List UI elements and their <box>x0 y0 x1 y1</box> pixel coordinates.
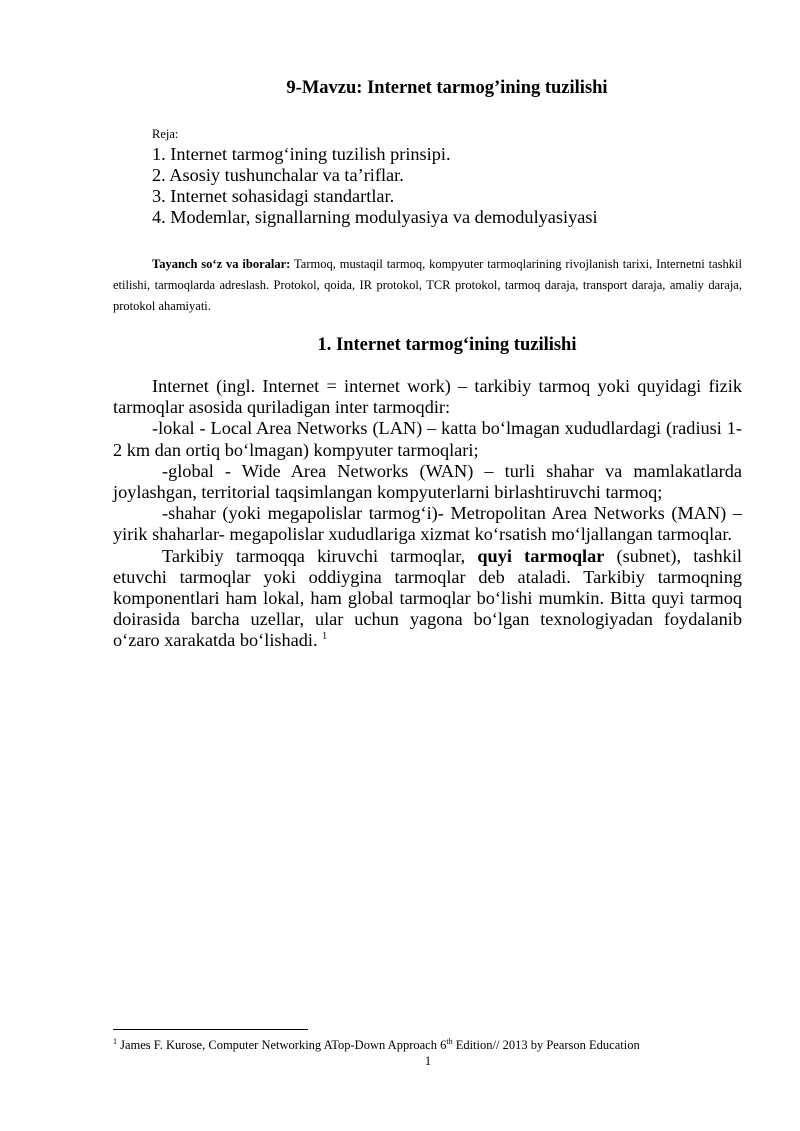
footnote-marker: 1 <box>113 1036 117 1046</box>
paragraph-lan: -lokal - Local Area Networks (LAN) – katta bo‘lmagan xududlardagi (radiusi 1-2 km dan ortiq bo‘lmagan) kompyuter tarmoqlari; <box>113 418 742 460</box>
footnote-ordinal-suffix: th <box>446 1036 453 1046</box>
footnote-reference[interactable]: 1 <box>322 631 328 643</box>
plan-item: 4. Modemlar, signallarning modulyasiya va demodulyasiyasi <box>152 207 598 227</box>
footnote-separator <box>113 1029 308 1030</box>
footnote-text-start: James F. Kurose, Computer Networking ATop-Down Approach 6 <box>117 1038 447 1052</box>
paragraph-man: -shahar (yoki megapolislar tarmog‘i)- Metropolitan Area Networks (MAN) – yirik shaharlar- megapolislar xududlariga xizmat ko‘rsatish mo‘ljallangan tarmoqlar. <box>113 503 742 545</box>
subnet-text-end: (subnet), tashkil etuvchi tarmoqlar yoki oddiygina tarmoqlar deb ataladi. Tarkibiy tarmoqning komponentlari ham lokal, ham global tarmoqlar bo‘lishi mumkin. Bitta quyi tarmoq doirasida barcha uzellar, ular uchun yagona bo‘lgan texnologiyadan foydalanib o‘zaro xarakatda bo‘lishadi. <box>113 545 742 651</box>
plan-item: 1. Internet tarmog‘ining tuzilish prinsipi. <box>152 144 451 164</box>
keywords-paragraph <box>113 254 742 317</box>
plan-list <box>152 144 598 228</box>
subnet-term: quyi tarmoqlar <box>477 545 605 566</box>
subnet-text-start: Tarkibiy tarmoqqa kiruvchi tarmoqlar, <box>162 545 478 566</box>
section-body <box>113 376 742 652</box>
plan-item: 2. Asosiy tushunchalar va ta’riflar. <box>152 165 404 185</box>
paragraph-internet-definition: Internet (ingl. Internet = internet work) – tarkibiy tarmoq yoki quyidagi fizik tarmoqlar asosida quriladigan inter tarmoqdir: <box>113 376 742 418</box>
keywords-label: Tayanch so‘z va iboralar: <box>152 257 291 271</box>
plan-label: Reja: <box>152 127 179 141</box>
paragraph-wan: -global - Wide Area Networks (WAN) – turli shahar va mamlakatlarda joylashgan, territorial taqsimlangan kompyuterlarni birlashtiruvchi tarmoq; <box>113 460 742 503</box>
page-number: 1 <box>424 1054 432 1068</box>
paragraph-subnet <box>113 546 742 652</box>
document-title: 9-Mavzu: Internet tarmog’ining tuzilishi <box>286 78 608 98</box>
footnote-text-end: Edition// 2013 by Pearson Education <box>452 1038 640 1052</box>
section-heading: 1. Internet tarmog‘ining tuzilishi <box>317 335 577 355</box>
keywords-text: Tarmoq, mustaqil tarmoq, kompyuter tarmoqlarining rivojlanish tarixi, Internetni tashkil etilishi, tarmoqlarda adreslash. Protokol, qoida, IR protokol, TCR protokol, tarmoq daraja, transport daraja, amaliy daraja, protokol ahamiyati. <box>113 257 742 313</box>
footnote <box>113 1037 640 1053</box>
plan-item: 3. Internet sohasidagi standartlar. <box>152 186 395 206</box>
